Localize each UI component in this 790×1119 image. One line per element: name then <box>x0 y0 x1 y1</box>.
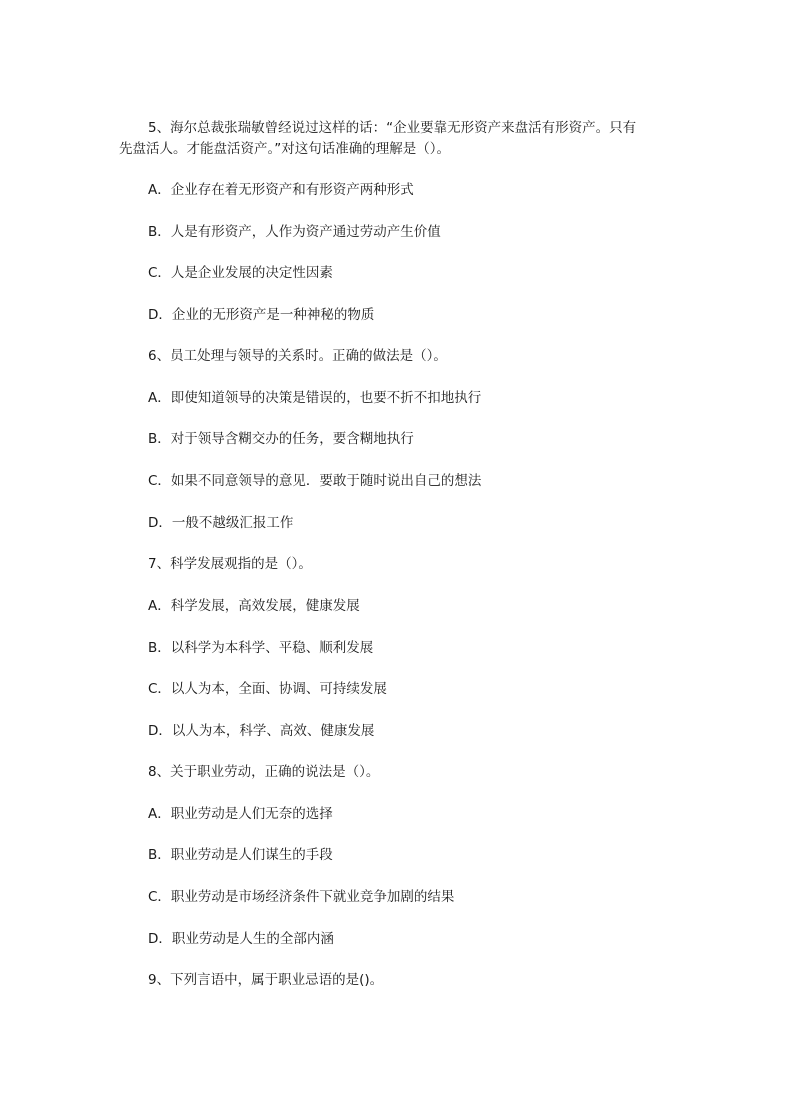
question-8-option-c: C．职业劳动是市场经济条件下就业竞争加剧的结果 <box>148 889 455 905</box>
question-5-stem-line-1: 5、海尔总裁张瑞敏曾经说过这样的话：“企业要靠无形资产来盘活有形资产。只有 <box>148 120 637 136</box>
question-8-stem: 8、关于职业劳动，正确的说法是（）。 <box>148 764 380 780</box>
question-5-option-d: D．企业的无形资产是一种神秘的物质 <box>148 307 375 323</box>
question-6-option-a: A．即使知道领导的决策是错误的，也要不折不扣地执行 <box>148 390 482 406</box>
question-8-option-d: D．职业劳动是人生的全部内涵 <box>148 931 334 947</box>
question-6-stem: 6、员工处理与领导的关系时。正确的做法是（）。 <box>148 348 447 364</box>
question-5-stem-line-2: 先盘活人。才能盘活资产。”对这句话准确的理解是（）。 <box>119 141 450 157</box>
question-7-option-b: B．以科学为本科学、平稳、顺利发展 <box>148 640 374 656</box>
question-7-option-a: A．科学发展，高效发展，健康发展 <box>148 598 360 614</box>
question-7-stem: 7、科学发展观指的是（）。 <box>148 556 312 572</box>
question-9-stem: 9、下列言语中，属于职业忌语的是()。 <box>148 972 384 988</box>
question-7-option-c: C．以人为本，全面、协调、可持续发展 <box>148 681 387 697</box>
question-7-option-d: D．以人为本，科学、高效、健康发展 <box>148 723 375 739</box>
question-8-option-a: A．职业劳动是人们无奈的选择 <box>148 806 333 822</box>
question-6-option-d: D．一般不越级汇报工作 <box>148 515 294 531</box>
question-8-option-b: B．职业劳动是人们谋生的手段 <box>148 847 333 863</box>
question-5-option-b: B．人是有形资产，人作为资产通过劳动产生价值 <box>148 224 441 240</box>
question-6-option-b: B．对于领导含糊交办的任务，要含糊地执行 <box>148 431 414 447</box>
question-5-option-c: C．人是企业发展的决定性因素 <box>148 265 333 281</box>
question-6-option-c: C．如果不同意领导的意见．要敢于随时说出自己的想法 <box>148 473 482 489</box>
question-5-option-a: A．企业存在着无形资产和有形资产两种形式 <box>148 182 414 198</box>
